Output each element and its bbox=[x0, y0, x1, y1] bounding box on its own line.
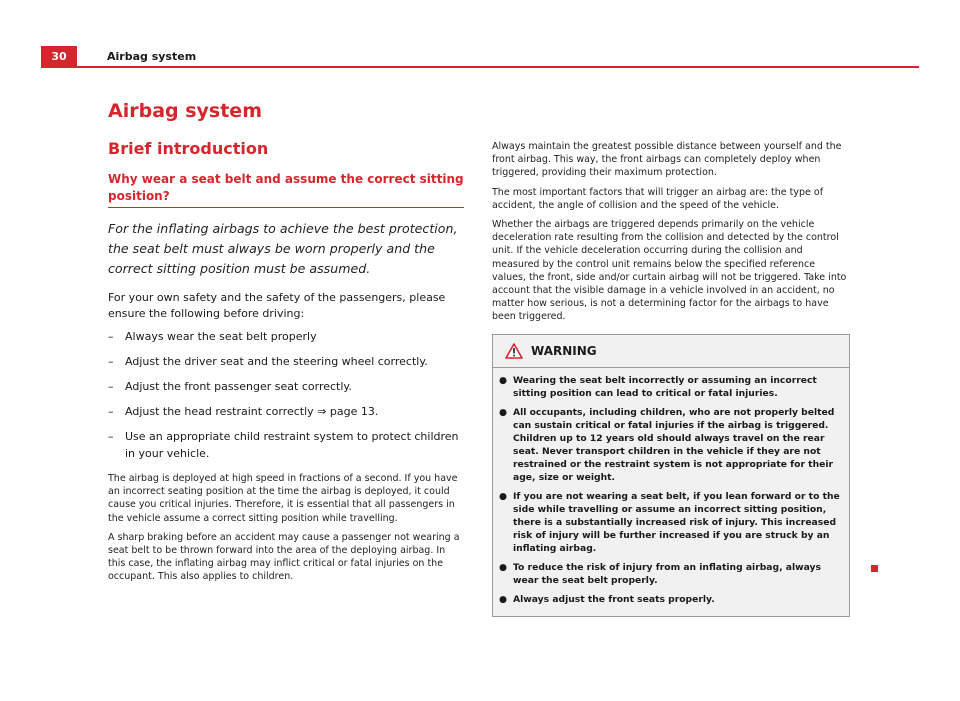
running-title: Airbag system bbox=[107, 50, 197, 63]
dash-marker: – bbox=[108, 355, 114, 368]
dash-marker: – bbox=[108, 330, 114, 343]
warning-box bbox=[492, 334, 850, 617]
list-item bbox=[108, 353, 464, 370]
body-paragraph: The most important factors that will trigger an airbag are: the type of accident, the angle of collision and the speed of the vehicle. bbox=[492, 186, 824, 211]
warning-header bbox=[493, 335, 849, 368]
right-column bbox=[492, 140, 848, 617]
warning-label: WARNING bbox=[531, 343, 597, 358]
dash-marker: – bbox=[108, 405, 114, 418]
bullet-marker: ● bbox=[499, 406, 508, 418]
left-column bbox=[108, 98, 464, 590]
bullet-marker: ● bbox=[499, 593, 508, 605]
section-title: Brief introduction bbox=[108, 139, 269, 158]
warning-item-text: Always adjust the front seats properly. bbox=[513, 593, 715, 605]
warning-item-text: All occupants, including children, who are not properly belted can sustain critical or fatal injuries if the airbag is triggered. Children up to 12 years old should always travel on the rear seat. Never transport children in the vehicle if they are not restrained or the restraint system is not appropriate for their age, size or weight. bbox=[513, 406, 835, 483]
intro-text: For the inflating airbags to achieve the best protection, the seat belt must always be worn properly and the correct sitting position must be assumed. bbox=[108, 221, 458, 276]
list-item bbox=[108, 428, 464, 462]
warning-item bbox=[499, 490, 843, 555]
warning-body bbox=[493, 368, 849, 616]
warning-item bbox=[499, 593, 843, 606]
list-item bbox=[108, 378, 464, 395]
warning-triangle-icon bbox=[505, 343, 523, 359]
end-marker-icon bbox=[871, 565, 878, 572]
list-item-text: Always wear the seat belt properly bbox=[125, 330, 317, 343]
warning-item bbox=[499, 561, 843, 587]
bullet-marker: ● bbox=[499, 490, 508, 502]
body-paragraph: Always maintain the greatest possible distance between yourself and the front airbag. This way, the front airbags can completely deploy when triggered, providing their maximum protection. bbox=[492, 141, 842, 179]
chapter-title: Airbag system bbox=[108, 100, 262, 122]
list-item-text: Adjust the driver seat and the steering wheel correctly. bbox=[125, 355, 428, 368]
lead-text: For your own safety and the safety of the passengers, please ensure the following before driving: bbox=[108, 291, 446, 320]
list-item-text: Adjust the front passenger seat correctly. bbox=[125, 380, 352, 393]
warning-item bbox=[499, 374, 843, 400]
warning-item bbox=[499, 406, 843, 484]
body-paragraph: The airbag is deployed at high speed in fractions of a second. If you have an incorrect seating position at the time the airbag is deployed, it could cause you critical injuries. Therefore, it is essential that all passengers in the vehicle assume a correct sitting position while travelling. bbox=[108, 473, 458, 524]
body-paragraph: Whether the airbags are triggered depends primarily on the vehicle deceleration rate resulting from the collision and detected by the control unit. If the vehicle deceleration occurring during the collision and measured by the control unit remains below the specified reference values, the front, side and/or curtain airbag will not be triggered. Take into account that the visible damage in a vehicle involved in an accident, no matter how serious, is not a determining factor for the airbags to have been triggered. bbox=[492, 219, 847, 323]
checklist bbox=[108, 328, 464, 462]
list-item-text: Adjust the head restraint correctly ⇒ page 13. bbox=[125, 405, 379, 418]
subsection-title: Why wear a seat belt and assume the correct sitting position? bbox=[108, 171, 464, 208]
list-item-text: Use an appropriate child restraint system to protect children in your vehicle. bbox=[125, 430, 459, 460]
page-header bbox=[41, 46, 919, 68]
list-item bbox=[108, 328, 464, 345]
dash-marker: – bbox=[108, 380, 114, 393]
warning-item-text: To reduce the risk of injury from an inflating airbag, always wear the seat belt properly. bbox=[513, 561, 821, 586]
bullet-marker: ● bbox=[499, 561, 508, 573]
body-paragraph: A sharp braking before an accident may cause a passenger not wearing a seat belt to be thrown forward into the area of the deploying airbag. In this case, the inflating airbag may inflict critical or fatal injuries on the occupant. This also applies to children. bbox=[108, 531, 460, 583]
page-number: 30 bbox=[41, 46, 77, 66]
warning-item-text: If you are not wearing a seat belt, if you lean forward or to the side while travelling or assume an incorrect sitting position, there is a substantially increased risk of injury. This increased risk of injury will be further increased if you are struck by an inflating airbag. bbox=[513, 490, 840, 554]
dash-marker: – bbox=[108, 430, 114, 443]
warning-item-text: Wearing the seat belt incorrectly or assuming an incorrect sitting position can lead to critical or fatal injuries. bbox=[513, 374, 817, 399]
bullet-marker: ● bbox=[499, 374, 508, 386]
list-item bbox=[108, 403, 464, 420]
